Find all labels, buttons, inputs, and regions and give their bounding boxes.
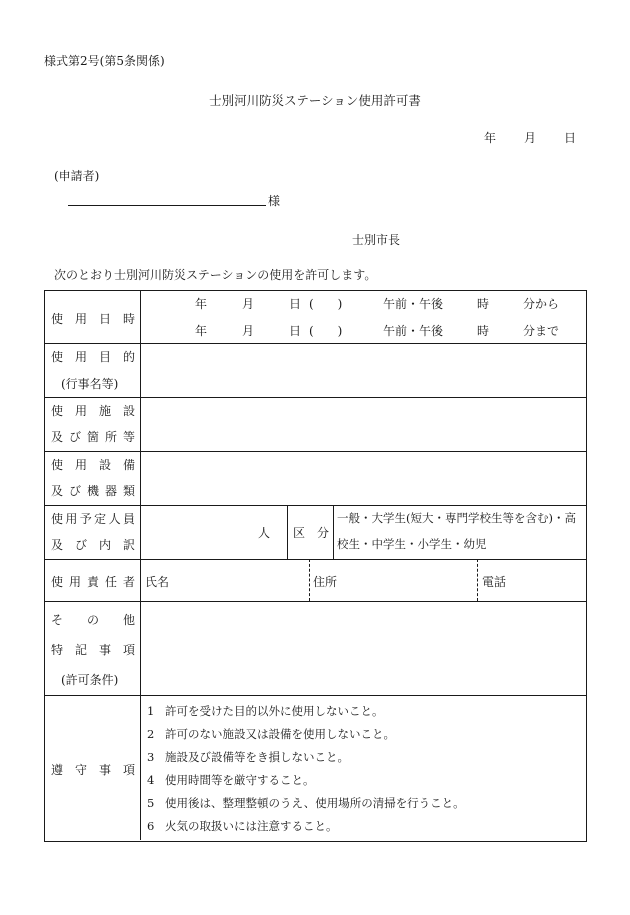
- label-rules: 遵 守 事 項: [51, 763, 135, 777]
- other-notes-field[interactable]: [142, 603, 585, 693]
- issue-date[interactable]: [484, 129, 576, 146]
- row-divider: [45, 343, 586, 344]
- applicant-name-field[interactable]: [68, 205, 266, 206]
- column-divider: [287, 505, 288, 559]
- row-divider: [45, 559, 586, 560]
- date-month: 月: [524, 131, 537, 145]
- intro-text: 次のとおり士別河川防災ステーションの使用を許可します。: [54, 268, 377, 282]
- date-year: 年: [484, 131, 497, 145]
- attendance-unit: 人: [258, 526, 271, 540]
- label-other: そ の 他: [51, 613, 135, 627]
- row-divider: [45, 451, 586, 452]
- label-usage-datetime: 使 用 日 時: [51, 312, 135, 326]
- dashed-divider: [309, 559, 310, 601]
- label-equipment: 使 用 設 備: [51, 458, 135, 472]
- applicant-label: (申請者): [54, 169, 100, 183]
- rule-item: 3 施設及び設備等をき損しないこと。: [147, 750, 349, 764]
- category-options-line2: 校生・中学生・小学生・幼児: [337, 537, 487, 551]
- label-other-line2: 特 記 事 項: [51, 643, 135, 657]
- label-attendance: 使 用 予 定 人 員: [51, 512, 135, 526]
- column-divider: [140, 291, 141, 840]
- category-options-line1: 一般・大学生(短大・専門学校生等を含む)・高: [337, 511, 576, 525]
- label-facility-line2: 及 び 箇 所 等: [51, 430, 135, 444]
- label-category: 区 分: [293, 526, 330, 540]
- dashed-divider: [477, 559, 478, 601]
- rule-item: 4 使用時間等を厳守すること。: [147, 773, 315, 787]
- rule-item: 5 使用後は、整理整頓のうえ、使用場所の清掃を行うこと。: [147, 796, 465, 810]
- manager-phone-label: 電話: [482, 575, 507, 589]
- label-facility: 使 用 施 設: [51, 404, 135, 418]
- manager-name-label: 氏名: [145, 575, 170, 589]
- manager-phone-field[interactable]: [510, 561, 584, 599]
- form-title: 士別河川防災ステーション使用許可書: [209, 93, 421, 108]
- row-divider: [45, 695, 586, 696]
- row-divider: [45, 601, 586, 602]
- form-number: 様式第2号(第5条関係): [44, 54, 165, 68]
- permit-table: 使 用 日 時 年 月 日 ( ) 午前・午後 時 分から 年 月 日 ( ) 午前・午後 時 分まで 使 用 目 的 (行事名等) 使 用 施 設 及 び 箇 所 等 使 用 設 備 及 び 機 器 類 使 用 予 定 人 員 及 び 内 訳 人 区 分 一般・大学生(短大・専門学校生等を含む)・高 校生・中学生・小学生・幼児 使 用 責 任 者 氏名 住所 電話 そ の 他 特 記 事 項 (許可条件) 遵 守 事 項 1 許可を受けた目的以外に使用しないこと。 2 許可のない施設又は設備を使用しないこと。 3 施設及び設備等をき損しないこと。 4 使用時間等を厳守すること。 5 使用後は、整理整頓のうえ、使用場所の清掃を行うこと。 6 火気の取扱いには注意すること。: [44, 290, 587, 842]
- rule-item: 6 火気の取扱いには注意すること。: [147, 819, 338, 833]
- manager-address-label: 住所: [313, 575, 338, 589]
- label-manager: 使 用 責 任 者: [51, 575, 135, 589]
- equipment-field[interactable]: [142, 453, 585, 503]
- row-divider: [45, 397, 586, 398]
- label-other-sub: (許可条件): [61, 673, 119, 687]
- date-day: 日: [564, 131, 577, 145]
- issuer-name: 士別市長: [352, 233, 401, 247]
- manager-address-field[interactable]: [341, 561, 475, 599]
- facility-field[interactable]: [142, 399, 585, 449]
- honorific: 様: [268, 194, 281, 208]
- rule-item: 2 許可のない施設又は設備を使用しないこと。: [147, 727, 395, 741]
- manager-name-field[interactable]: [173, 561, 307, 599]
- row-divider: [45, 505, 586, 506]
- label-equipment-line2: 及 び 機 器 類: [51, 484, 135, 498]
- rule-item: 1 許可を受けた目的以外に使用しないこと。: [147, 704, 384, 718]
- label-attendance-line2: 及 び 内 訳: [51, 538, 135, 552]
- purpose-field[interactable]: [142, 345, 585, 395]
- label-purpose: 使 用 目 的: [51, 350, 135, 364]
- column-divider: [333, 505, 334, 559]
- label-purpose-sub: (行事名等): [61, 377, 119, 391]
